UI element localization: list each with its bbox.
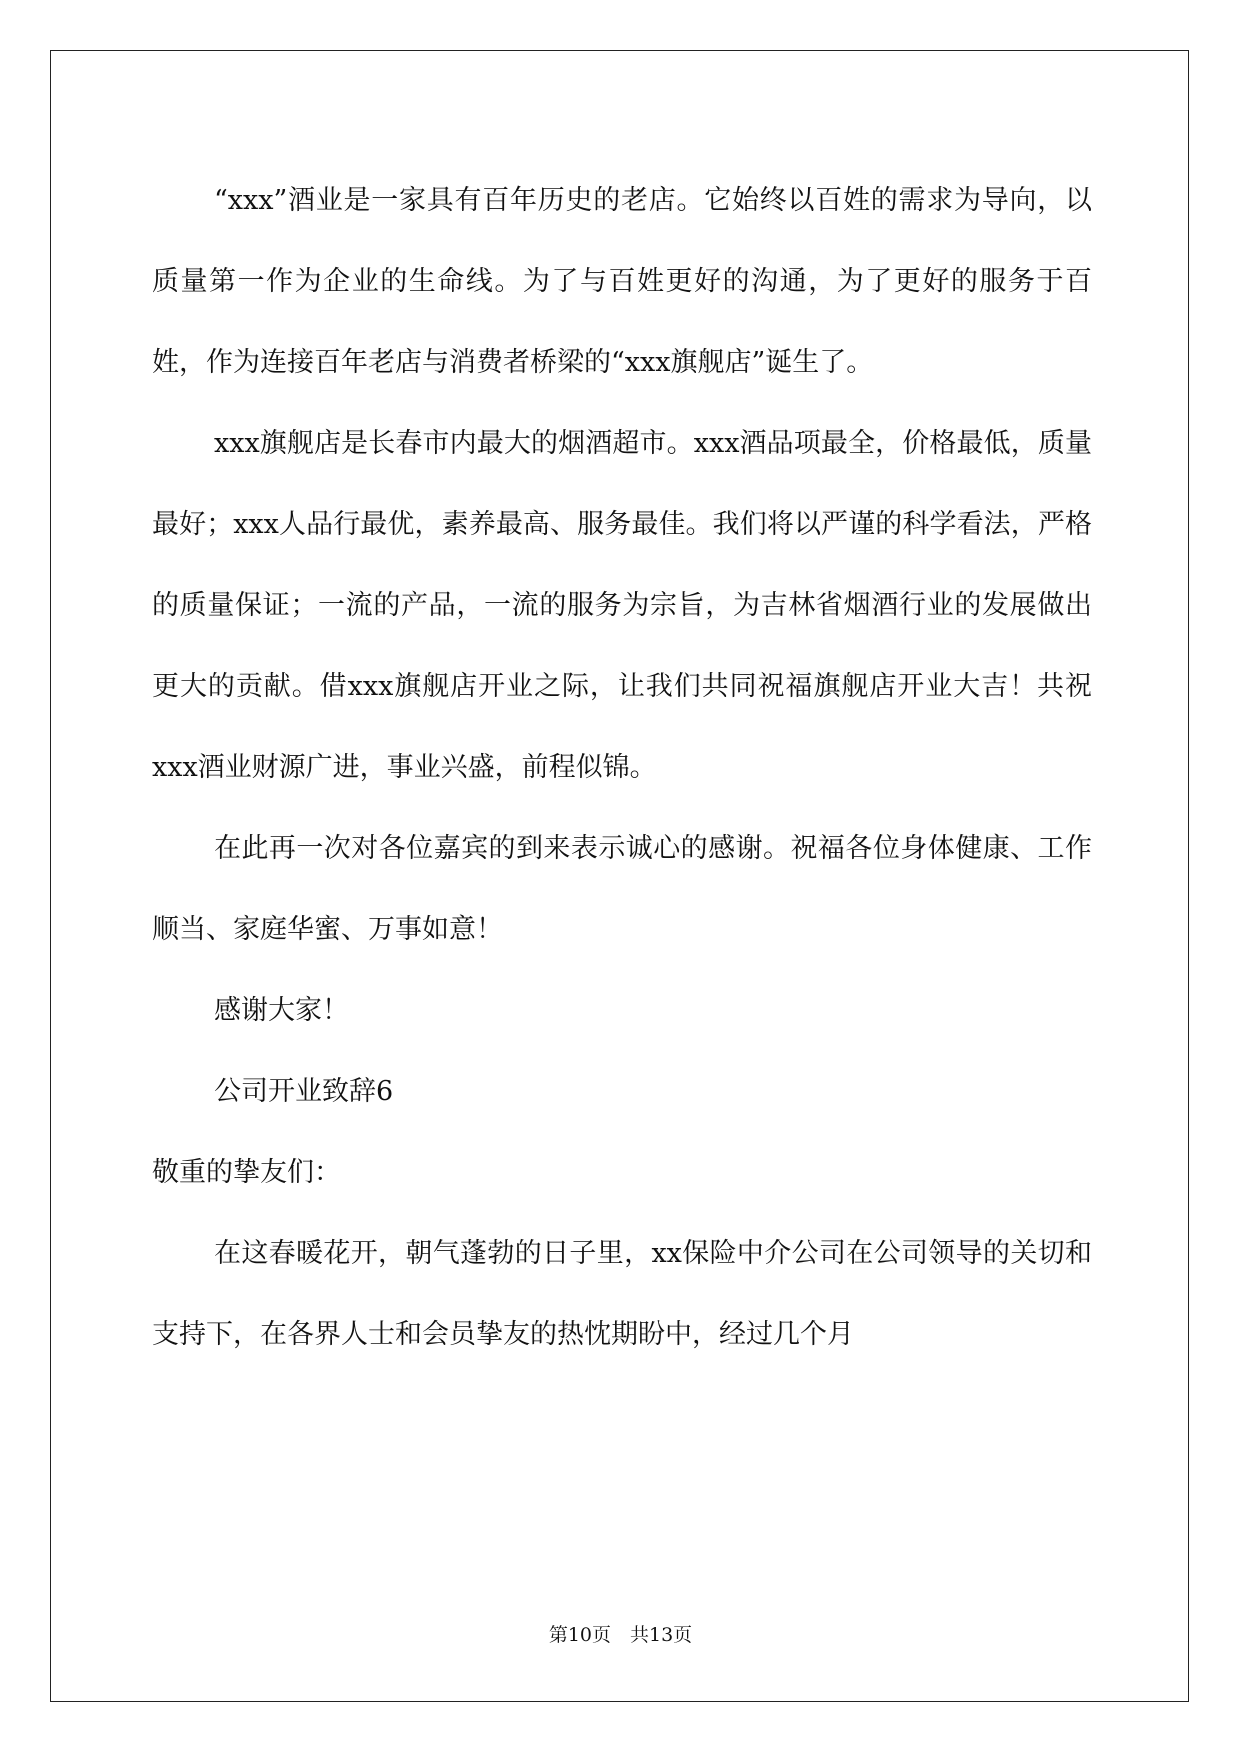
- paragraph-closing: 感谢大家！: [214, 995, 349, 1026]
- paragraph-intro: “xxx”酒业是一家具有百年历史的老店。它始终以百姓的需求为导向，以质量第一作为企业的生命线。为了与百姓更好的沟通，为了更好的服务于百姓，作为连接百年老店与消费者桥梁的“xxx旗舰店”诞生了。: [152, 185, 1092, 378]
- page-number-footer: 第10页 共13页: [548, 1624, 693, 1646]
- paragraph-opening: 在这春暖花开，朝气蓬勃的日子里，xx保险中介公司在公司领导的关切和支持下，在各界人士和会员挚友的热忱期盼中，经过几个月: [152, 1238, 1092, 1350]
- paragraph-thanks: 在此再一次对各位嘉宾的到来表示诚心的感谢。祝福各位身体健康、工作顺当、家庭华蜜、万事如意！: [152, 833, 1092, 945]
- section-heading: 公司开业致辞6: [214, 1076, 394, 1107]
- document-body: [152, 160, 1092, 1375]
- paragraph-store: xxx旗舰店是长春市内最大的烟酒超市。xxx酒品项最全，价格最低，质量最好；xxx人品行最优，素养最高、服务最佳。我们将以严谨的科学看法，严格的质量保证；一流的产品，一流的服务为宗旨，为吉林省烟酒行业的发展做出更大的贡献。借xxx旗舰店开业之际，让我们共同祝福旗舰店开业大吉！共祝xxx酒业财源广进，事业兴盛，前程似锦。: [152, 428, 1092, 783]
- salutation: 敬重的挚友们：: [152, 1157, 341, 1188]
